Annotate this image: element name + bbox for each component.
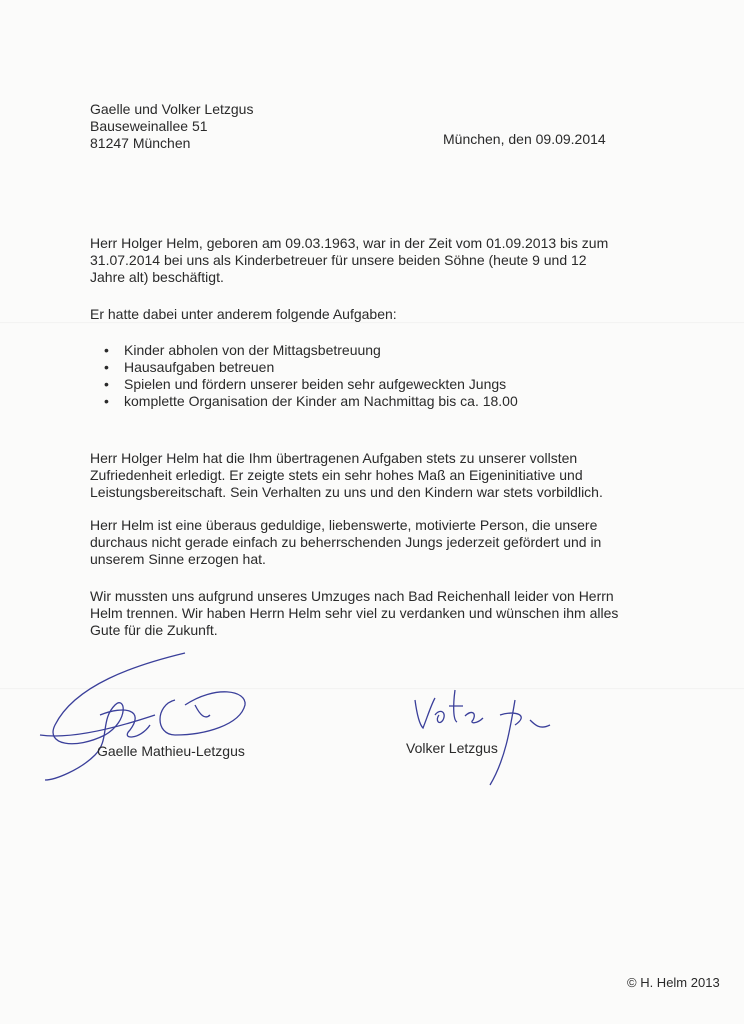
paragraph-character xyxy=(90,517,601,568)
paragraph-employment xyxy=(90,235,608,286)
text-line: Zufriedenheit erledigt. Er zeigte stets ein sehr hohes Maß an Eigeninitiative und xyxy=(90,467,583,483)
text-line: unserem Sinne erzogen hat. xyxy=(90,551,266,567)
text-line: Herr Holger Helm hat die Ihm übertragenen Aufgaben stets zu unserer vollsten xyxy=(90,450,578,466)
paragraph-performance xyxy=(90,450,603,501)
task-text: Kinder abholen von der Mittagsbetreuung xyxy=(124,342,381,358)
signature-volker xyxy=(405,680,565,790)
bullet-icon: • xyxy=(104,359,109,375)
text-line: Gute für die Zukunft. xyxy=(90,622,218,638)
tasks-list xyxy=(90,342,518,410)
bullet-icon: • xyxy=(104,393,109,409)
signatory-left-name: Gaelle Mathieu-Letzgus xyxy=(97,743,245,759)
text-line: Herr Helm ist eine überaus geduldige, liebenswerte, motivierte Person, die unsere xyxy=(90,517,598,533)
paragraph-farewell xyxy=(90,588,618,639)
sender-name: Gaelle und Volker Letzgus xyxy=(90,101,254,117)
text-line: durchaus nicht gerade einfach zu beherrschenden Jungs jederzeit gefördert und in xyxy=(90,534,602,550)
task-text: Spielen und fördern unserer beiden sehr aufgeweckten Jungs xyxy=(124,376,507,392)
list-item xyxy=(90,342,518,359)
task-text: komplette Organisation der Kinder am Nachmittag bis ca. 18.00 xyxy=(124,393,518,409)
text-line: Herr Holger Helm, geboren am 09.03.1963, war in der Zeit vom 01.09.2013 bis zum xyxy=(90,235,609,251)
text-line: Leistungsbereitschaft. Sein Verhalten zu uns und den Kindern war stets vorbildlich. xyxy=(90,484,603,500)
list-item xyxy=(90,376,518,393)
signature-gaelle xyxy=(35,645,265,785)
sender-city: 81247 München xyxy=(90,135,191,151)
text-line: 31.07.2014 bei uns als Kinderbetreuer für unsere beiden Söhne (heute 9 und 12 xyxy=(90,252,587,268)
signatory-right-name: Volker Letzgus xyxy=(406,740,498,756)
sender-address xyxy=(90,101,253,152)
task-text: Hausaufgaben betreuen xyxy=(124,359,275,375)
bullet-icon: • xyxy=(104,376,109,392)
copyright-notice: © H. Helm 2013 xyxy=(627,975,720,990)
list-item xyxy=(90,359,518,376)
list-item xyxy=(90,393,518,410)
date-line: München, den 09.09.2014 xyxy=(443,131,606,147)
sender-street: Bauseweinallee 51 xyxy=(90,118,208,134)
text-line: Helm trennen. Wir haben Herrn Helm sehr viel zu verdanken und wünschen ihm alles xyxy=(90,605,619,621)
text-line: Jahre alt) beschäftigt. xyxy=(90,269,224,285)
bullet-icon: • xyxy=(104,342,109,358)
text-line: Wir mussten uns aufgrund unseres Umzuges nach Bad Reichenhall leider von Herrn xyxy=(90,588,614,604)
tasks-intro: Er hatte dabei unter anderem folgende Aufgaben: xyxy=(90,306,397,322)
